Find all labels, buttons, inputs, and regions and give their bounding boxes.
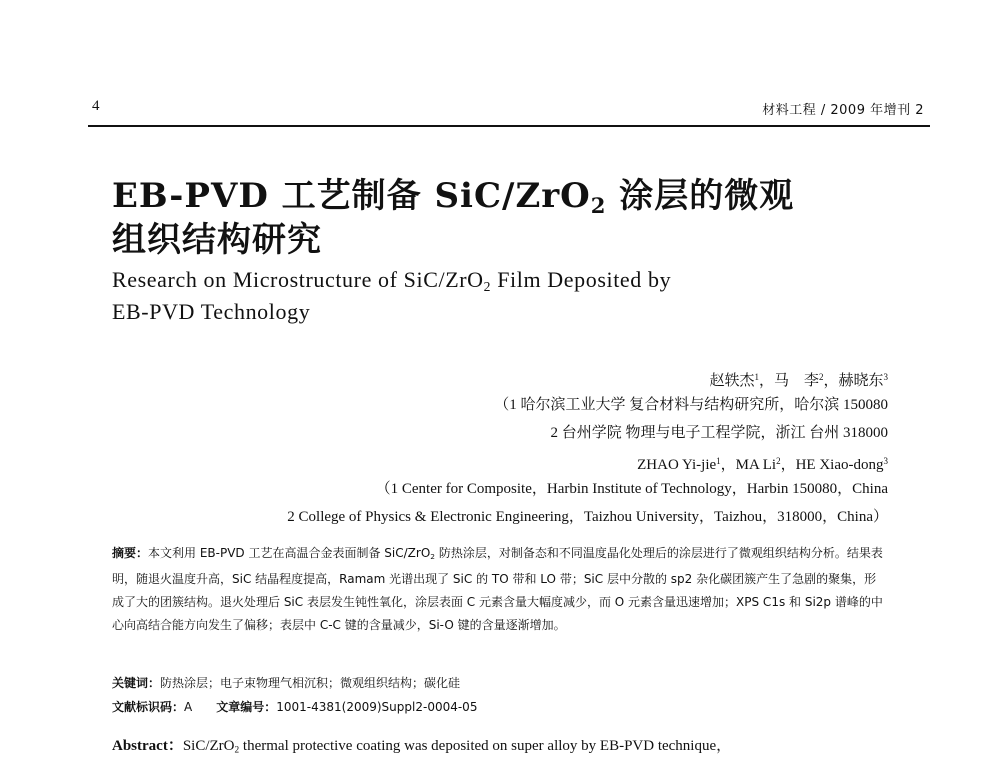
title-english-line-2: EB-PVD Technology	[112, 299, 311, 324]
article-number-label: 文章编号：	[216, 700, 277, 714]
affiliation-english-1: （1 Center for Composite，Harbin Institute of Technology，Harbin 150080，China	[375, 481, 888, 497]
affiliation-chinese-2: 2 台州学院 物理与电子工程学院，浙江 台州 318000	[550, 425, 888, 441]
keywords	[112, 673, 460, 693]
title-english-line-1: Research on Microstructure of SiC/ZrO$_2$ Film Deposited by	[112, 267, 672, 294]
article-number-value: 1001-4381(2009)Suppl2-0004-05	[276, 700, 478, 714]
abstract-chinese: 摘要：本文利用 EB-PVD 工艺在高温合金表面制备 SiC/ZrO$_2$ 防热涂层，对制备态和不同温度晶化处理后的涂层进行了微观组织结构分析。结果表明，随退火温度升高，SiC 结晶程度提高，Ramam 光谱出现了 SiC 的 TO 带和 LO 带；SiC 层中分散的 sp2 杂化碳团簇产生了急剧的聚集，形成了大的团簇结构。退火处理后 SiC 表层发生钝性氧化，涂层表面 C 元素含量大幅度减少，而 O 元素含量迅速增加；XPS C1s 和 Si2p 谱峰的中心向高结合能方向发生了偏移；表层中 C-C 键的含量减少，Si-O 键的含量逐渐增加。	[112, 546, 883, 633]
affiliation-chinese-1: （1 哈尔滨工业大学 复合材料与结构研究所，哈尔滨 150080	[494, 397, 888, 413]
title-chinese-line-1: EB-PVD 工艺制备 SiC/ZrO$_2$ 涂层的微观	[112, 176, 795, 218]
document-ids	[112, 697, 477, 717]
page-number: 4	[92, 98, 100, 114]
title-chinese-line-2: 组织结构研究	[112, 220, 322, 260]
authors-chinese: 赵轶杰$^1$，马 李$^2$，赫晓东$^3$	[709, 372, 888, 389]
keywords-text: 防热涂层；电子束物理气相沉积；微观组织结构；碳化硅	[160, 676, 461, 690]
keywords-label: 关键词：	[112, 676, 161, 690]
running-header	[92, 98, 924, 122]
authors-english: ZHAO Yi-jie$^1$，MA Li$^2$，HE Xiao-dong$^3$	[637, 456, 888, 473]
header-rule	[88, 125, 930, 127]
abstract-english-label: Abstract：	[112, 738, 183, 754]
doc-code-value: A	[184, 700, 193, 714]
abstract-english: Abstract：SiC/ZrO$_2$ thermal protective coating was deposited on super alloy by EB-PVD technique，	[112, 738, 732, 756]
abstract-chinese-label: 摘要：	[112, 546, 149, 560]
doc-code-label: 文献标识码：	[112, 700, 185, 714]
affiliation-english-2: 2 College of Physics & Electronic Engineering，Taizhou University，Taizhou，318000，China）	[287, 509, 888, 525]
journal-info: 材料工程 / 2009 年增刊 2	[762, 103, 924, 118]
